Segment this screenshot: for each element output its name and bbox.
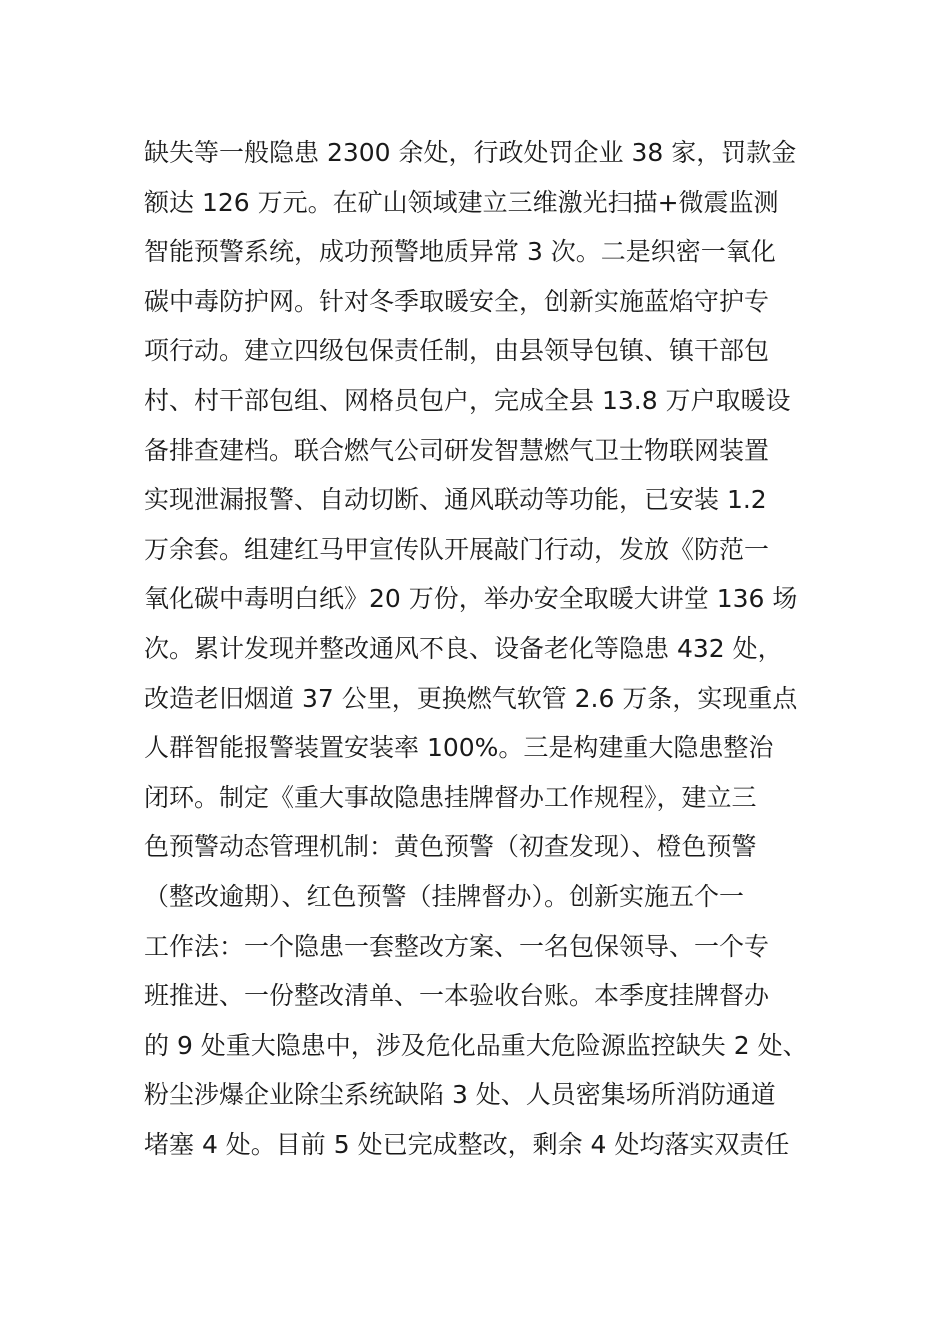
- text-line-18: 班推进、一份整改清单、一本验收台账。本季度挂牌督办: [144, 981, 770, 1011]
- text-line-7: 备排查建档。联合燃气公司研发智慧燃气卫士物联网装置: [144, 435, 770, 465]
- text-line-21: 堵塞 4 处。目前 5 处已完成整改，剩余 4 处均落实双责任: [144, 1129, 790, 1159]
- text-line-1: 缺失等一般隐患 2300 余处，行政处罚企业 38 家，罚款金: [144, 138, 797, 167]
- text-line-5: 项行动。建立四级包保责任制，由县领导包镇、镇干部包: [144, 336, 770, 366]
- text-line-4: 碳中毒防护网。针对冬季取暖安全，创新实施蓝焰守护专: [144, 286, 770, 316]
- text-line-19: 的 9 处重大隐患中，涉及危化品重大危险源监控缺失 2 处、: [144, 1030, 808, 1060]
- text-line-16: （整改逾期）、红色预警（挂牌督办）。创新实施五个一: [144, 881, 745, 911]
- text-line-15: 色预警动态管理机制：黄色预警（初查发现）、橙色预警: [144, 832, 757, 862]
- text-line-12: 改造老旧烟道 37 公里，更换燃气软管 2.6 万条，实现重点: [144, 683, 798, 713]
- text-line-9: 万余套。组建红马甲宣传队开展敲门行动，发放《防范一: [144, 534, 770, 564]
- text-line-11: 次。累计发现并整改通风不良、设备老化等隐患 432 处，: [144, 633, 783, 663]
- text-line-3: 智能预警系统，成功预警地质异常 3 次。二是织密一氧化: [144, 237, 776, 267]
- text-line-6: 村、村干部包组、网格员包户，完成全县 13.8 万户取暖设: [144, 385, 791, 415]
- text-line-14: 闭环。制定《重大事故隐患挂牌督办工作规程》，建立三: [144, 782, 757, 812]
- text-line-2: 额达 126 万元。在矿山领域建立三维激光扫描+微震监测: [144, 187, 779, 217]
- body-paragraph: [144, 128, 824, 1169]
- text-line-17: 工作法：一个隐患一套整改方案、一名包保领导、一个专: [144, 931, 770, 961]
- text-line-10: 氧化碳中毒明白纸》20 万份，举办安全取暖大讲堂 136 场: [144, 584, 798, 614]
- text-line-20: 粉尘涉爆企业除尘系统缺陷 3 处、人员密集场所消防通道: [144, 1080, 776, 1110]
- text-line-13: 人群智能报警装置安装率 100%。三是构建重大隐患整治: [144, 733, 774, 763]
- text-line-8: 实现泄漏报警、自动切断、通风联动等功能，已安装 1.2: [144, 485, 767, 515]
